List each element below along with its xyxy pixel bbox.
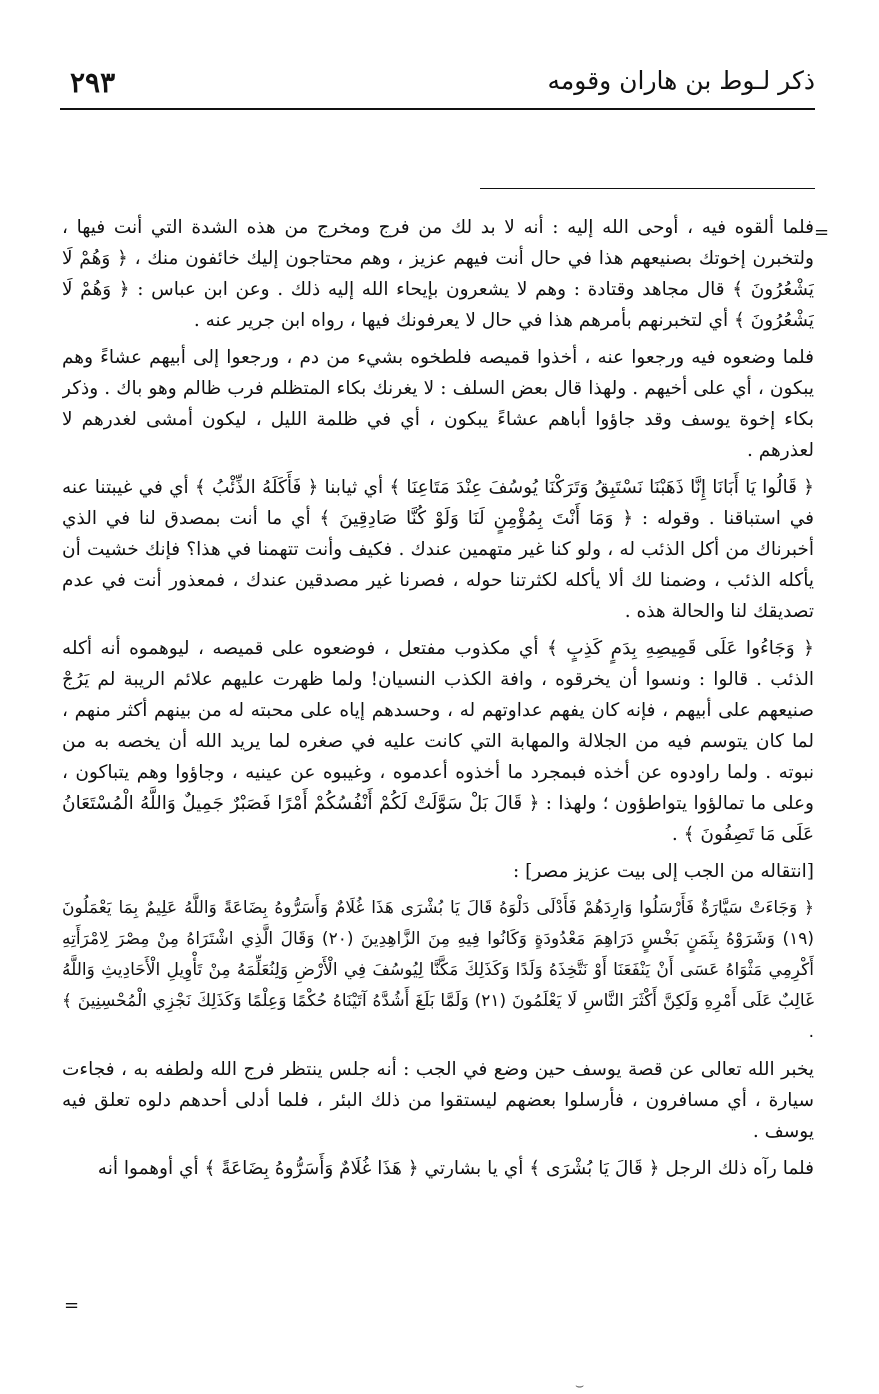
verse-block: ﴿ وَجَاءَتْ سَيَّارَةٌ فَأَرْسَلُوا وَارِدَهُمْ فَأَدْلَى دَلْوَهُ قَالَ يَا بُشْرَى هَذَا غُلَامٌ وَأَسَرُّوهُ بِضَاعَةً وَاللَّهُ عَلِيمٌ بِمَا يَعْمَلُونَ (١٩) وَشَرَوْهُ بِثَمَنٍ بَخْسٍ دَرَاهِمَ مَعْدُودَةٍ وَكَانُوا فِيهِ مِنَ الزَّاهِدِينَ (٢٠) وَقَالَ الَّذِي اشْتَرَاهُ مِنْ مِصْرَ لِامْرَأَتِهِ أَكْرِمِي مَثْوَاهُ عَسَى أَنْ يَنْفَعَنَا أَوْ نَتَّخِذَهُ وَلَدًا وَكَذَلِكَ مَكَّنَّا لِيُوسُفَ فِي الْأَرْضِ وَلِنُعَلِّمَهُ مِنْ تَأْوِيلِ الْأَحَادِيثِ وَاللَّهُ غَالِبٌ عَلَى أَمْرِهِ وَلَكِنَّ أَكْثَرَ النَّاسِ لَا يَعْلَمُونَ (٢١) وَلَمَّا بَلَغَ أَشُدَّهُ آتَيْنَاهُ حُكْمًا وَعِلْمًا وَكَذَلِكَ نَجْزِي الْمُحْسِنِينَ ﴾ . xyxy=(62,898,814,1042)
continuation-mark-end: = xyxy=(64,1295,80,1316)
body-text xyxy=(62,212,814,1320)
paragraph: ﴿ وَجَاءُوا عَلَى قَمِيصِهِ بِدَمٍ كَذِبٍ ﴾ أي مكذوب مفتعل ، فوضعوه على قميصه ، ليوهموه أنه أكله الذئب . قالوا : ونسوا أن يخرقوه ، وافة الكذب النسيان! ولما ظهرت عليهم علائم الريبة لم يَرُجْ صنيعهم على أبيهم ، فإنه كان يفهم عداوتهم له ، وحسدهم إياه على محبته له من بينهم أكثر منهم ، لما كان يتوسم فيه من الجلالة والمهابة التي كانت عليه في صغره لما يريد الله أن يخصه به من نبوته . ولما راودوه عن أخذه فبمجرد ما أخذوه أعدموه ، وغيبوه عن عينيه ، وجاؤوا وهم يتباكون ، وعلى ما تمالؤوا يتواطؤون ؛ ولهذا : ﴿ قَالَ بَلْ سَوَّلَتْ لَكُمْ أَنْفُسُكُمْ أَمْرًا فَصَبْرٌ جَمِيلٌ وَاللَّهُ الْمُسْتَعَانُ عَلَى مَا تَصِفُونَ ﴾ . xyxy=(62,638,814,845)
paragraph: فلما وضعوه فيه ورجعوا عنه ، أخذوا قميصه فلطخوه بشيء من دم ، ورجعوا إلى أبيهم عشاءً وهم يبكون ، أي على أخيهم . ولهذا قال بعض السلف : لا يغرنك بكاء المتظلم فرب ظالم وهو باك . وذكر بكاء إخوة يوسف وقد جاؤوا أباهم عشاءً يبكون ، أي في ظلمة الليل ، ليكون أمشى لغدرهم لا لعذرهم . xyxy=(62,347,814,461)
continuation-mark-start: = xyxy=(814,222,830,243)
running-title: ذكر لـوط بن هاران وقومه xyxy=(547,66,815,95)
paragraph: فلما ألقوه فيه ، أوحى الله إليه : أنه لا بد لك من فرج ومخرج من هذه الشدة التي أنت فيها ، ولتخبرن إخوتك بصنيعهم هذا في حال أنت فيهم عزيز ، وهم محتاجون إليك خائفون منك ، ﴿ وَهُمْ لَا يَشْعُرُونَ ﴾ قال مجاهد وقتادة : وهم لا يشعرون بإيحاء الله إليه ذلك . وعن ابن عباس : ﴿ وَهُمْ لَا يَشْعُرُونَ ﴾ أي لتخبرنهم بأمرهم هذا في حال لا يعرفونك فيها ، رواه ابن جرير عنه . xyxy=(62,217,814,331)
footnote-rule xyxy=(480,188,815,189)
paragraph: فلما رآه ذلك الرجل ﴿ قَالَ يَا بُشْرَى ﴾ أي يا بشارتي ﴿ هَذَا غُلَامٌ وَأَسَرُّوهُ بِضَاعَةً ﴾ أي أوهموا أنه xyxy=(97,1158,814,1179)
paragraph: يخبر الله تعالى عن قصة يوسف حين وضع في الجب : أنه جلس ينتظر فرج الله ولطفه به ، فجاءت سيارة ، أي مسافرون ، فأرسلوا بعضهم ليستقوا من ذلك البئر ، فلما أدلى أحدهم دلوه تعلق فيه يوسف . xyxy=(62,1059,814,1142)
paragraph: ﴿ قَالُوا يَا أَبَانَا إِنَّا ذَهَبْنَا نَسْتَبِقُ وَتَرَكْنَا يُوسُفَ عِنْدَ مَتَاعِنَا ﴾ أي ثيابنا ﴿ فَأَكَلَهُ الذِّئْبُ ﴾ أي في غيبتنا عنه في استباقنا . وقوله : ﴿ وَمَا أَنْتَ بِمُؤْمِنٍ لَنَا وَلَوْ كُنَّا صَادِقِينَ ﴾ أي ما أنت بمصدق لنا في الذي أخبرناك من أكل الذئب له ، ولو كنا غير متهمين عندك . فكيف وأنت تتهمنا في هذا؟ فإنك خشيت أن يأكله الذئب ، وضمنا لك ألا يأكله لكثرتنا حوله ، فصرنا غير مصدقين عندك ، فمعذور أنت في عدم تصديقك لنا والحالة هذه . xyxy=(62,477,814,622)
page-header xyxy=(60,58,815,110)
footer-mark: ⌣ xyxy=(575,1378,585,1394)
section-heading: [انتقاله من الجب إلى بيت عزيز مصر] : xyxy=(513,861,814,882)
page-number: ٢٩٣ xyxy=(70,66,116,99)
